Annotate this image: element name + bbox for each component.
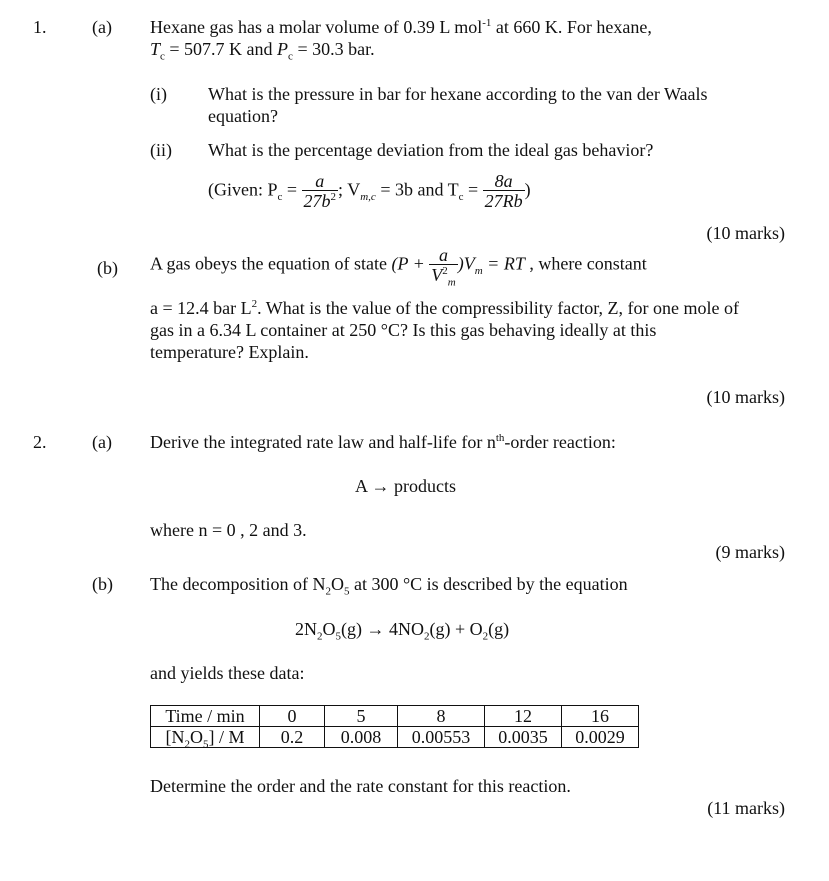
q2b-yields-text: and yields these data: bbox=[150, 663, 305, 683]
table-cell-time: 12 bbox=[485, 706, 562, 727]
q2a-where: where n = 0 , 2 and 3. bbox=[150, 520, 307, 540]
q2a-label: (a) bbox=[92, 432, 112, 452]
table-cell-time: 5 bbox=[325, 706, 398, 727]
q1a-marks: (10 marks) bbox=[706, 223, 785, 243]
given-fraction-pc: $\frac{a}{27b^2}$ bbox=[303, 171, 337, 211]
q1a-ii-label: (ii) bbox=[150, 140, 172, 160]
q1a-given-formulas: (Given: $P_c$ = $\frac{a}{27b^2}$ ; $V_{m,c} = 3b$ and $T_c$ = $\frac{8a}{27Rb}$ ) bbox=[208, 171, 531, 211]
q2b-label: (b) bbox=[92, 574, 113, 594]
table-cell-time: 16 bbox=[562, 706, 639, 727]
q2a-line1: Derive the integrated rate law and half-life for $n^{th}$-order reaction: bbox=[150, 432, 616, 452]
q1a-i-label: (i) bbox=[150, 84, 167, 104]
question-1-number: 1. bbox=[33, 17, 47, 37]
q1a-label: (a) bbox=[92, 17, 112, 37]
table-cell-time: 0 bbox=[260, 706, 325, 727]
table-header-concentration: $[N_2O_5]$ / M bbox=[151, 727, 260, 748]
q1b-line4: temperature? Explain. bbox=[150, 342, 309, 362]
q2a-reaction: A → products bbox=[355, 476, 456, 496]
table-cell-time: 8 bbox=[398, 706, 485, 727]
q1a-i-line2: equation? bbox=[208, 106, 278, 126]
q1a-ii-text: What is the percentage deviation from the ideal gas behavior? bbox=[208, 140, 654, 160]
q1a-i-line1: What is the pressure in bar for hexane according to the van der Waals bbox=[208, 84, 708, 104]
table-row-time bbox=[151, 706, 639, 727]
table-cell-concentration: 0.008 bbox=[325, 727, 398, 748]
q2b-marks: (11 marks) bbox=[707, 798, 785, 818]
given-fraction-tc: $\frac{8a}{27Rb}$ bbox=[484, 171, 523, 211]
q2b-line1: The decomposition of $N_2O_5$ at 300 °C is described by the equation bbox=[150, 574, 628, 598]
question-2-number: 2. bbox=[33, 432, 47, 452]
table-cell-concentration: 0.0035 bbox=[485, 727, 562, 748]
table-row-concentration bbox=[151, 727, 639, 748]
table-cell-concentration: 0.2 bbox=[260, 727, 325, 748]
table-cell-concentration: 0.00553 bbox=[398, 727, 485, 748]
kinetics-data-table bbox=[150, 705, 639, 751]
q1b-line3: gas in a 6.34 L container at 250 °C? Is this gas behaving ideally at this bbox=[150, 320, 657, 340]
q2b-decomposition-equation: $2N_2O_5(g) \to 4NO_2(g) + O_2(g)$ bbox=[295, 619, 510, 643]
q2a-marks: (9 marks) bbox=[715, 542, 785, 562]
q1b-equation-line: A gas obeys the equation of state (P + $\frac{a}{V^2_m}$ )$V_m$ = RT , where constant bbox=[150, 245, 647, 289]
q1b-marks: (10 marks) bbox=[706, 387, 785, 407]
q1a-critical-constants: $T_c = 507.7$ K and $P_c = 30.3$ bar. bbox=[150, 39, 375, 63]
q1a-line1: Hexane gas has a molar volume of 0.39 L mol$^{-1}$ at 660 K. For hexane, bbox=[150, 17, 652, 37]
q2b-determine-text: Determine the order and the rate constant for this reaction. bbox=[150, 776, 571, 796]
table-cell-concentration: 0.0029 bbox=[562, 727, 639, 748]
q1b-label: (b) bbox=[97, 258, 118, 278]
q1b-line2: a = 12.4 bar $L^2$. What is the value of the compressibility factor, Z, for one mole of bbox=[150, 298, 739, 318]
equation-fraction-a-over-vm2: $\frac{a}{V^2_m}$ bbox=[431, 245, 456, 289]
table-header-time: Time / min bbox=[151, 706, 260, 727]
